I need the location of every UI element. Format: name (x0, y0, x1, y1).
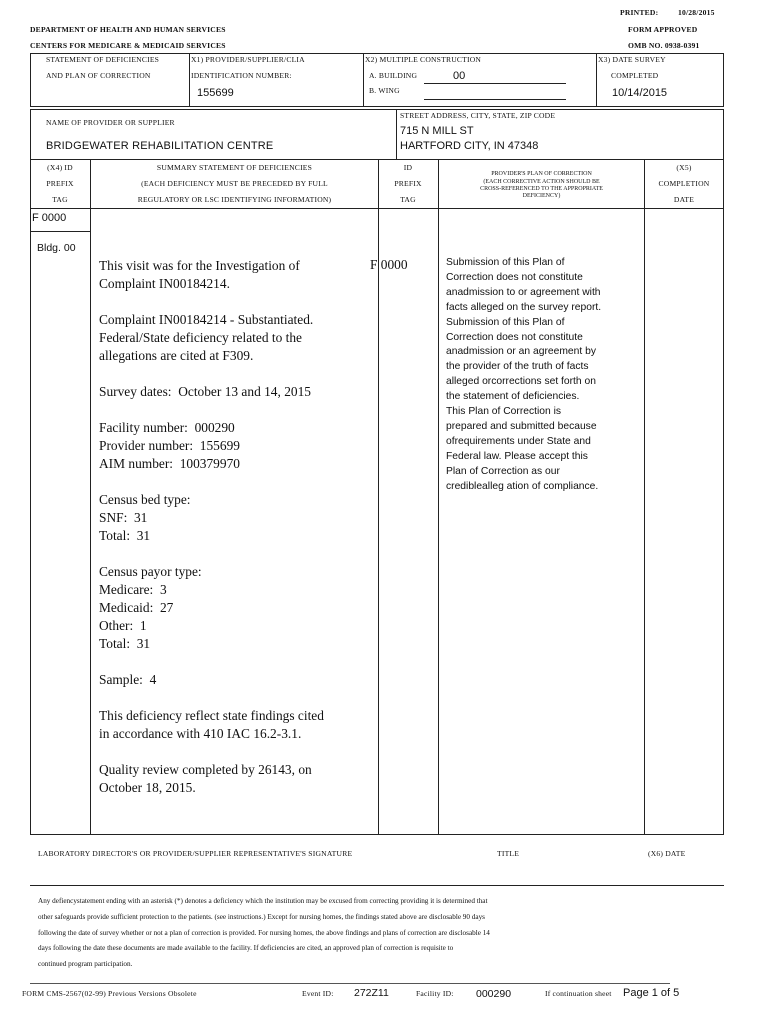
deficiency-line: Total: 31 (99, 528, 151, 543)
provider-number-value: 155699 (197, 87, 234, 99)
plan-of-correction-text (446, 256, 642, 495)
deficiency-line: Census payor type: (99, 564, 202, 579)
id-header-1: ID (403, 163, 413, 172)
disclaimer-line: following the date of survey whether or not a plan of correction is provided. For nursing homes, the above findings and plans of correction are disclosable 14 (38, 928, 490, 937)
poc-line: alleged orcorrections set forth on (446, 376, 596, 388)
id-header-3: TAG (400, 195, 416, 204)
building-value: 00 (453, 70, 466, 82)
id-header-2: PREFIX (394, 179, 422, 188)
omb-number: OMB NO. 0938-0391 (628, 41, 700, 50)
facility-id-value: 000290 (476, 988, 512, 1000)
x2-label: X2) MULTIPLE CONSTRUCTION (365, 55, 482, 64)
page-number: Page 1 of 5 (623, 987, 680, 999)
deficiency-line: Medicaid: 27 (99, 600, 174, 615)
disclaimer-line: continued program participation. (38, 960, 133, 969)
deficiency-line: Federal/State deficiency related to the (99, 330, 302, 345)
deficiency-line: October 18, 2015. (99, 780, 196, 795)
poc-line: facts alleged on the survey report. (446, 301, 602, 313)
event-id-value: 272Z11 (354, 987, 389, 999)
poc-line: This Plan of Correction is (446, 406, 562, 418)
deficiency-line: This visit was for the Investigation of (99, 258, 300, 273)
poc-header-1: PROVIDER'S PLAN OF CORRECTION (491, 171, 592, 177)
address-line-1: 715 N MILL ST (400, 125, 474, 137)
deficiency-line: Total: 31 (99, 636, 151, 651)
poc-line: ofrequirements under State and (446, 435, 591, 447)
poc-line: Submission of this Plan of (446, 316, 565, 328)
deficiency-line: AIM number: 100379970 (99, 456, 240, 471)
wing-label: B. WING (369, 86, 400, 95)
poc-line: Plan of Correction as our (446, 465, 560, 477)
x1-label-2: IDENTIFICATION NUMBER: (191, 71, 292, 80)
survey-date-value: 10/14/2015 (612, 87, 668, 99)
address-label: STREET ADDRESS, CITY, STATE, ZIP CODE (400, 111, 556, 120)
statement-label-2: AND PLAN OF CORRECTION (46, 71, 151, 80)
deficiency-line (99, 401, 375, 419)
deficiency-line (99, 545, 375, 563)
deficiency-line: Medicare: 3 (99, 582, 167, 597)
poc-header-4: DEFICIENCY) (522, 193, 561, 199)
address-line-2: HARTFORD CITY, IN 47348 (400, 140, 539, 152)
x4-header-3: TAG (52, 195, 68, 204)
deficiency-line: Complaint IN00184214. (99, 276, 230, 291)
poc-line: prepared and submitted because (446, 420, 597, 432)
form-number: FORM CMS-2567(02-99) Previous Versions Obsolete (22, 989, 197, 998)
poc-line: Correction does not constitute (446, 331, 583, 343)
disclaimer-line: Any defiencystatement ending with an asterisk (*) denotes a deficiency which the institution may be excused from correcting providing it is determined that (38, 897, 488, 905)
deficiency-line: SNF: 31 (99, 510, 148, 525)
summary-header-1: SUMMARY STATEMENT OF DEFICIENCIES (156, 163, 313, 172)
deficiency-line (99, 293, 375, 311)
poc-line: the statement of deficiencies. (446, 391, 580, 403)
poc-header-2: (EACH CORRECTIVE ACTION SHOULD BE (483, 179, 600, 185)
x5-header-1: (X5) (676, 163, 692, 172)
poc-line: Submission of this Plan of (446, 257, 565, 268)
x5-header-2: COMPLETION (658, 179, 710, 188)
deficiency-line: Provider number: 155699 (99, 438, 240, 453)
summary-header-3: REGULATORY OR LSC IDENTIFYING INFORMATION) (137, 195, 332, 204)
deficiency-line: Facility number: 000290 (99, 420, 235, 435)
building-tag: Bldg. 00 (37, 242, 76, 254)
continuation-label: If continuation sheet (545, 989, 612, 998)
deficiency-line: Census bed type: (99, 492, 191, 507)
poc-line: anadmission to or agreement with (446, 286, 601, 298)
form-approved: FORM APPROVED (628, 25, 698, 34)
x4-header-1: (X4) ID (47, 163, 73, 172)
poc-line: Correction does not constitute (446, 271, 583, 283)
poc-line: anadmission or an agreement by (446, 346, 596, 358)
deficiency-line (99, 473, 375, 491)
deficiency-line: in accordance with 410 IAC 16.2-3.1. (99, 726, 302, 741)
poc-line: the provider of the truth of facts (446, 361, 589, 373)
prefix-tag: F 0000 (32, 212, 67, 224)
poc-line: crediblealleg ation of compliance. (446, 480, 599, 492)
printed-date: 10/28/2015 (678, 8, 715, 17)
deficiency-line: Quality review completed by 26143, on (99, 762, 312, 777)
deficiency-line: Complaint IN00184214 - Substantiated. (99, 312, 314, 327)
x6-date-label: (X6) DATE (648, 849, 686, 858)
department-name: DEPARTMENT OF HEALTH AND HUMAN SERVICES (30, 25, 226, 34)
provider-name-label: NAME OF PROVIDER OR SUPPLIER (46, 118, 175, 127)
x3-label-2: COMPLETED (611, 71, 659, 80)
printed-label: PRINTED: (620, 8, 659, 17)
building-label: A. BUILDING (369, 71, 418, 80)
poc-line: Federal law. Please accept this (446, 450, 588, 462)
deficiency-line (99, 689, 375, 707)
provider-name-value: BRIDGEWATER REHABILITATION CENTRE (46, 140, 274, 152)
deficiency-line: Sample: 4 (99, 672, 157, 687)
x3-label-1: X3) DATE SURVEY (598, 55, 666, 64)
deficiency-line (99, 743, 375, 761)
title-label: TITLE (497, 849, 520, 858)
deficiency-line: Other: 1 (99, 618, 147, 633)
event-id-label: Event ID: (302, 989, 334, 998)
facility-id-label: Facility ID: (416, 989, 454, 998)
poc-header-3: CROSS-REFERENCED TO THE APPROPRIATE (480, 186, 603, 192)
x1-label-1: X1) PROVIDER/SUPPLIER/CLIA (191, 55, 305, 64)
disclaimer-text (38, 894, 718, 973)
deficiency-line (99, 653, 375, 671)
deficiency-line: allegations are cited at F309. (99, 348, 254, 363)
disclaimer-line: other safeguards provide sufficient protection to the patients. (see instructions.) Except for nursing homes, the findings stated above are disclosable 90 days (38, 912, 485, 921)
disclaimer-line: days following the date these documents are made available to the facility. If deficiencies are cited, an approved plan of correction is requisite to (38, 944, 454, 953)
centers-name: CENTERS FOR MEDICARE & MEDICAID SERVICES (30, 41, 226, 50)
summary-header-2: (EACH DEFICIENCY MUST BE PRECEDED BY FULL (141, 179, 328, 188)
x4-header-2: PREFIX (46, 179, 74, 188)
signature-label: LABORATORY DIRECTOR'S OR PROVIDER/SUPPLIER REPRESENTATIVE'S SIGNATURE (38, 849, 353, 858)
deficiency-line: Survey dates: October 13 and 14, 2015 (99, 384, 311, 399)
statement-label-1: STATEMENT OF DEFICIENCIES (46, 55, 160, 64)
deficiency-text (99, 257, 375, 797)
deficiency-line (99, 365, 375, 383)
deficiency-line: This deficiency reflect state findings cited (99, 708, 324, 723)
poc-id-tag: F 0000 (370, 257, 408, 272)
x5-header-3: DATE (673, 195, 695, 204)
